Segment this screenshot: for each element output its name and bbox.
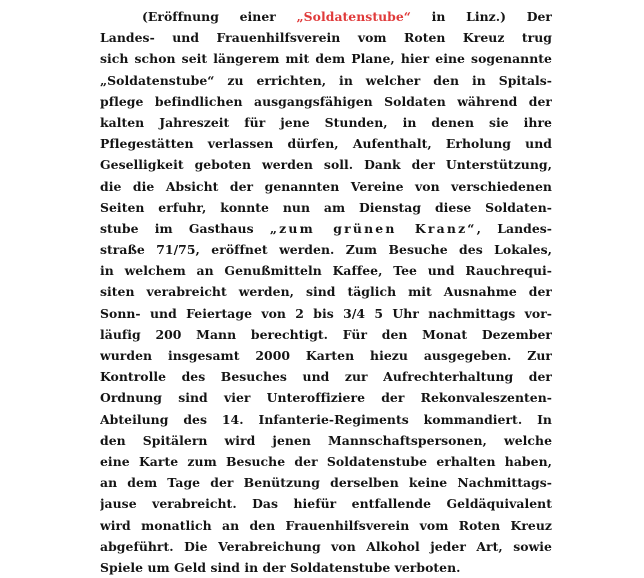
article-line-9: die die Absicht der genannten Vereine von verschiedenen xyxy=(100,178,552,194)
article-line-22: eine Karte zum Besuche der Soldatenstube erhalten haben, xyxy=(100,453,552,469)
article-line-5: pflege befindlichen ausgangsfähigen Soldaten während der xyxy=(100,93,552,109)
article-line-23: an dem Tage der Benützung derselben keine Nachmittags- xyxy=(100,475,552,491)
article-line-3: sich schon seit längerem mit dem Plane, hier eine sogenannte xyxy=(100,51,552,67)
article-line-1 xyxy=(100,6,552,27)
article-line-13: in welchem an Genußmitteln Kaffee, Tee und Rauchrequi- xyxy=(100,263,552,279)
article-line-6: kalten Jahreszeit für jene Stunden, in denen sie ihre xyxy=(100,114,552,130)
article-line-16: läufig 200 Mann berechtigt. Für den Monat Dezember xyxy=(100,326,552,342)
article-line-10: Seiten erfuhr, konnte nun am Dienstag diese Soldaten- xyxy=(100,199,552,215)
inn-name: „zum grünen Kranz“ xyxy=(269,220,477,236)
article-line-8: Geselligkeit geboten werden soll. Dank der Unterstützung, xyxy=(100,157,552,173)
headline-open: (Eröffnung einer xyxy=(142,9,297,24)
article-line-25: wird monatlich an den Frauenhilfsverein vom Roten Kreuz xyxy=(100,517,552,533)
article-line-18: Kontrolle des Besuches und zur Aufrechterhaltung der xyxy=(100,369,552,385)
article-line-4: „Soldatenstube“ zu errichten, in welcher den in Spitals- xyxy=(100,72,552,88)
article-line-20: Abteilung des 14. Infanterie-Regiments kommandiert. In xyxy=(100,411,552,427)
article-line-27: Spiele um Geld sind in der Soldatenstube verboten. xyxy=(100,559,461,575)
newspaper-article xyxy=(100,6,552,578)
article-line-2: Landes- und Frauenhilfsverein vom Roten Kreuz trug xyxy=(100,30,552,46)
article-line-12: straße 71/75, eröffnet werden. Zum Besuche des Lokales, xyxy=(100,242,552,258)
article-line-19: Ordnung sind vier Unteroffiziere der Rekonvaleszenten- xyxy=(100,390,552,406)
article-line-7: Pflegestätten verlassen dürfen, Aufenthalt, Erholung und xyxy=(100,136,552,152)
article-line-17: wurden insgesamt 2000 Karten hiezu ausgegeben. Zur xyxy=(100,348,552,363)
article-line-21: den Spitälern wird jenen Mannschaftspersonen, welche xyxy=(100,432,552,448)
article-line-14: siten verabreicht werden, sind täglich mit Ausnahme der xyxy=(100,284,552,300)
article-line-11-b: , Landes- xyxy=(476,220,552,236)
headline-close: in Linz.) xyxy=(411,9,507,24)
article-line-11 xyxy=(100,218,552,239)
article-line-1-tail: Der xyxy=(526,9,552,24)
article-line-26: abgeführt. Die Verabreichung von Alkohol jeder Art, sowie xyxy=(100,538,552,554)
article-line-11-a: stube im Gasthaus xyxy=(100,220,254,236)
article-line-24: jause verabreicht. Das hiefür entfallende Geldäquivalent xyxy=(100,496,552,512)
article-line-15: Sonn- und Feiertage von 2 bis 3/4 5 Uhr nachmittags vor- xyxy=(100,305,552,321)
headline-highlight: „Soldatenstube“ xyxy=(296,9,411,24)
